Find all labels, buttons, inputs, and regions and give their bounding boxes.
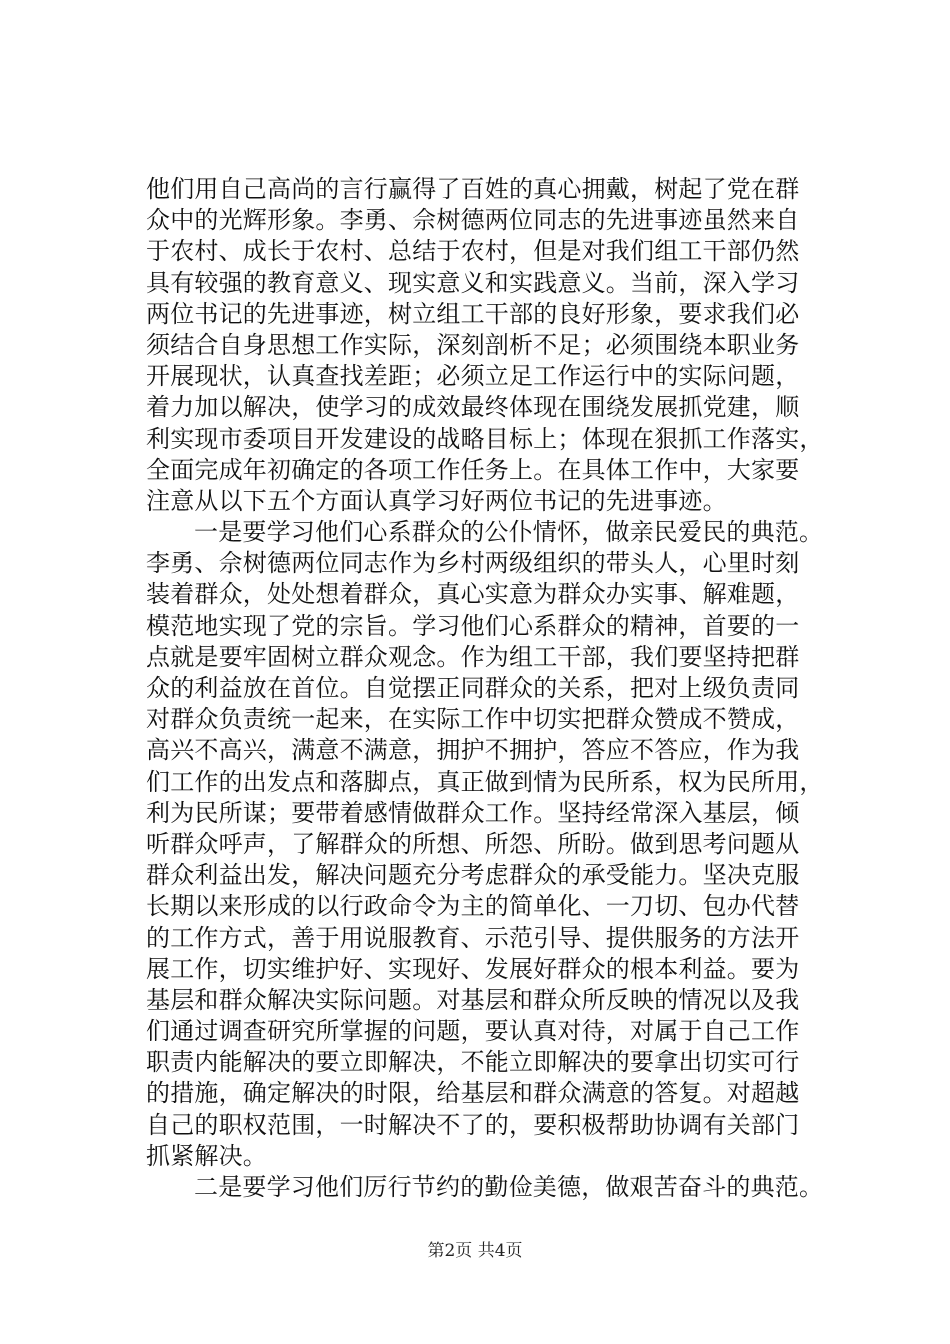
paragraph-first-line: 二是要学习他们厉行节约的勤俭美德，做艰苦奋斗的典范。 (194, 1173, 824, 1201)
text-line: 注意从以下五个方面认真学习好两位书记的先进事迹。 (146, 486, 727, 515)
text-line: 点就是要牢固树立群众观念。作为组工干部，我们要坚持把群 (146, 642, 800, 671)
text-line: 着力加以解决，使学习的成效最终体现在围绕发展抓党建，顺 (146, 393, 800, 422)
text-line: 职责内能解决的要立即解决，不能立即解决的要拿出切实可行 (146, 1048, 800, 1077)
text-line: 众的利益放在首位。自觉摆正同群众的关系，把对上级负责同 (146, 674, 800, 702)
text-line: 众中的光辉形象。李勇、佘树德两位同志的先进事迹虽然来自 (146, 206, 800, 235)
text-line: 群众利益出发，解决问题充分考虑群众的承受能力。坚决克服 (146, 861, 800, 890)
text-line: 基层和群众解决实际问题。对基层和群众所反映的情况以及我 (146, 985, 800, 1014)
text-line: 他们用自己高尚的言行赢得了百姓的真心拥戴，树起了党在群 (146, 175, 800, 203)
text-line: 对群众负责统一起来，在实际工作中切实把群众赞成不赞成， (146, 705, 800, 734)
text-line: 长期以来形成的以行政命令为主的简单化、一刀切、包办代替 (146, 892, 800, 921)
text-line: 展工作，切实维护好、实现好、发展好群众的根本利益。要为 (146, 954, 800, 983)
text-line: 听群众呼声，了解群众的所想、所怨、所盼。做到思考问题从 (146, 829, 800, 858)
text-line: 李勇、佘树德两位同志作为乡村两级组织的带头人，心里时刻 (146, 549, 800, 578)
text-line: 须结合自身思想工作实际，深刻剖析不足；必须围绕本职业务 (146, 330, 800, 359)
text-line: 模范地实现了党的宗旨。学习他们心系群众的精神，首要的一 (146, 611, 800, 640)
text-line: 高兴不高兴，满意不满意，拥护不拥护，答应不答应，作为我 (146, 736, 800, 765)
text-line: 两位书记的先进事迹，树立组工干部的良好形象，要求我们必 (146, 299, 800, 328)
text-line: 利为民所谋；要带着感情做群众工作。坚持经常深入基层，倾 (146, 798, 800, 827)
text-line: 抓紧解决。 (146, 1141, 267, 1170)
text-line: 自己的职权范围，一时解决不了的，要积极帮助协调有关部门 (146, 1110, 800, 1139)
document-body (146, 174, 856, 1203)
text-line: 们通过调查研究所掌握的问题，要认真对待，对属于自己工作 (146, 1017, 800, 1046)
text-line: 开展现状，认真查找差距；必须立足工作运行中的实际问题， (146, 362, 800, 391)
paragraph-first-line: 一是要学习他们心系群众的公仆情怀，做亲民爱民的典范。 (194, 518, 824, 547)
text-line: 装着群众，处处想着群众，真心实意为群众办实事、解难题， (146, 580, 800, 609)
page-number-footer: 第2页 共4页 (427, 1241, 523, 1261)
text-line: 于农村、成长于农村、总结于农村，但是对我们组工干部仍然 (146, 237, 800, 266)
text-line: 们工作的出发点和落脚点，真正做到情为民所系，权为民所用， (146, 767, 824, 796)
text-line: 全面完成年初确定的各项工作任务上。在具体工作中，大家要 (146, 455, 800, 484)
text-line: 具有较强的教育意义、现实意义和实践意义。当前，深入学习 (146, 268, 800, 297)
text-line: 利实现市委项目开发建设的战略目标上；体现在狠抓工作落实， (146, 424, 824, 453)
text-line: 的工作方式，善于用说服教育、示范引导、提供服务的方法开 (146, 923, 800, 952)
text-line: 的措施，确定解决的时限，给基层和群众满意的答复。对超越 (146, 1079, 800, 1108)
